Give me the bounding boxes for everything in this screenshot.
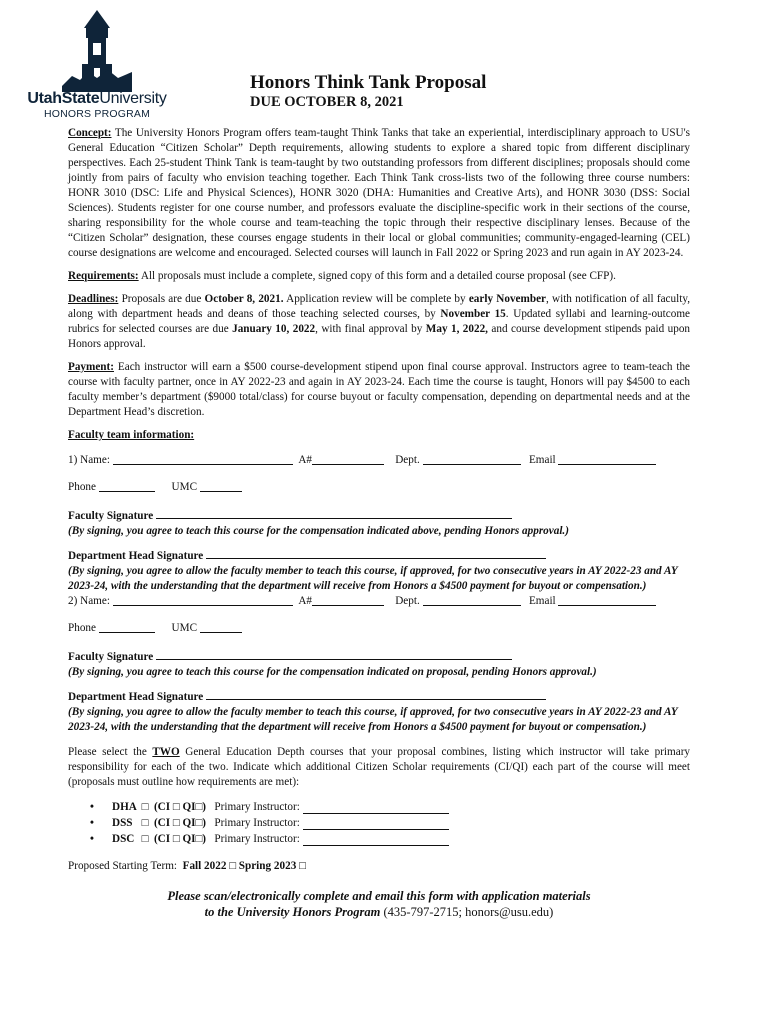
faculty-2-row: 2) Name: A# Dept. Email: [68, 594, 690, 609]
course-option-dha: • DHA □ (CI □ QI□) Primary Instructor:: [90, 800, 690, 815]
faculty-1-row: 1) Name: A# Dept. Email: [68, 453, 690, 468]
dsc-instructor-field[interactable]: [303, 834, 449, 846]
dept-head-1-signature-row: Department Head Signature: [68, 547, 690, 564]
faculty-2-dept-field[interactable]: [423, 594, 521, 606]
faculty-2-signature-field[interactable]: [156, 648, 512, 660]
faculty-1-signature-note: (By signing, you agree to teach this course for the compensation indicated above, pending Honors approval.): [68, 525, 569, 537]
closing-instructions: Please scan/electronically complete and email this form with application materials to the University Honors Program (435-797-2715; honors@usu.edu): [167, 889, 591, 919]
old-main-tower-icon: [62, 10, 132, 92]
deadlines-paragraph: Deadlines: Proposals are due October 8, 2021. Application review will be complete by early November, with notification of all faculty, along with department heads and deans of those teaching selected courses, by November 15. Updated syllabi and learning-outcome rubrics for selected courses are due January 10, 2022, with final approval by May 1, 2022, and course development stipends paid upon Honors approval.: [68, 293, 691, 350]
requirements-paragraph: Requirements: All proposals must include a complete, signed copy of this form and a detailed course proposal (see CFP).: [68, 270, 616, 282]
starting-term-options[interactable]: Fall 2022 □ Spring 2023 □: [182, 860, 306, 872]
faculty-2-signature-row: Faculty Signature: [68, 648, 690, 665]
payment-paragraph: Payment: Each instructor will earn a $500 course-development stipend upon final course approval. Instructors agree to team-teach the course with faculty partner, once in AY 2022-23 and again in AY 2023-24. Each time the course is taught, Honors will pay $4500 to each faculty member’s department ($9000 total/class) for course buyout or faculty compensation, depending on departmental needs and at the Department Head’s discretion.: [68, 361, 691, 418]
page-title: Honors Think Tank Proposal: [250, 72, 487, 93]
faculty-2-name-field[interactable]: [113, 594, 293, 606]
dha-checkbox[interactable]: □: [141, 801, 149, 813]
course-selection-list: [90, 800, 690, 847]
faculty-1-signature-field[interactable]: [156, 507, 512, 519]
faculty-2-phone-field[interactable]: [99, 621, 155, 633]
usu-honors-logo: [22, 10, 172, 120]
concept-paragraph: Concept: The University Honors Program offers team-taught Think Tanks that take an experiential, interdisciplinary approach to USU's General Education “Citizen Scholar” Depth requirements, allowing students to explore a shared topic from different disciplinary perspectives. Each 25-student Think Tank is team-taught by two outstanding professors from different disciplines; proposals should come jointly from pairs of faculty who envision teaching together. Each Think Tank cross-lists two of the following three course numbers: HONR 3010 (DSC: Life and Physical Sciences), HONR 3020 (DHA: Humanities and Creative Arts), and HONR 3030 (DSS: Social Sciences). Students register for one course number, and professors evaluate the discipline-specific work in their sections of the course, sharing responsibility for the whole course and team-teaching the topic through their respective disciplinary lenses. Because of the “Citizen Scholar” designation, these courses engage students in their local or global communities; community-engaged-learning (CEL) course designations are welcome and encouraged. Selected courses will launch in Fall 2022 or Spring 2023 and run again in AY 2023-24.: [68, 127, 690, 259]
dha-instructor-field[interactable]: [303, 802, 449, 814]
dept-head-1-signature-note: (By signing, you agree to allow the faculty member to teach this course, if approved, for two consecutive years in AY 2022-23 and AY 2023-24, with the understanding that the department will receive from Honors a $4500 payment for buyout or compensation.): [68, 565, 678, 592]
dss-checkbox[interactable]: □: [141, 817, 149, 829]
form-body: [68, 126, 690, 920]
due-date: DUE OCTOBER 8, 2021: [250, 94, 404, 110]
faculty-1-phone-field[interactable]: [99, 480, 155, 492]
faculty-1-email-field[interactable]: [558, 453, 656, 465]
dsc-ciqi-checkboxes[interactable]: (CI □ QI□): [153, 833, 207, 845]
faculty-1-umc-field[interactable]: [200, 480, 242, 492]
dept-head-2-signature-note: (By signing, you agree to allow the faculty member to teach this course, if approved, for two consecutive years in AY 2022-23 and AY 2023-24, with the understanding that the department will receive from Honors a $4500 payment for buyout or compensation.): [68, 706, 678, 733]
logo-subtitle: HONORS PROGRAM: [43, 108, 151, 120]
faculty-1-dept-field[interactable]: [423, 453, 521, 465]
faculty-2-a-number-field[interactable]: [312, 594, 384, 606]
starting-term-row: Proposed Starting Term: Fall 2022 □ Spring 2023 □: [68, 860, 306, 872]
course-selection-instructions: Please select the TWO General Education Depth courses that your proposal combines, listing which instructor will take primary responsibility for each of the two. Indicate which additional Citizen Scholar requirements (CI/QI) each part of the course will meet (proposals must outline how requirements are met):: [68, 746, 691, 788]
dept-head-2-signature-row: Department Head Signature: [68, 688, 690, 705]
dsc-checkbox[interactable]: □: [141, 833, 149, 845]
logo-wordmark: UtahStateUniversity: [27, 90, 167, 107]
faculty-2-email-field[interactable]: [558, 594, 656, 606]
faculty-heading: Faculty team information:: [68, 429, 195, 441]
faculty-2-umc-field[interactable]: [200, 621, 242, 633]
dept-head-1-signature-field[interactable]: [206, 547, 546, 559]
faculty-2-signature-note: (By signing, you agree to teach this course for the compensation indicated on proposal, pending Honors approval.): [68, 666, 597, 678]
dss-instructor-field[interactable]: [303, 818, 449, 830]
dept-head-2-signature-field[interactable]: [206, 688, 546, 700]
faculty-1-phone-row: Phone UMC: [68, 480, 690, 495]
faculty-2-phone-row: Phone UMC: [68, 621, 690, 636]
faculty-1-signature-row: Faculty Signature: [68, 507, 690, 524]
course-option-dss: • DSS □ (CI □ QI□) Primary Instructor:: [90, 816, 690, 831]
course-option-dsc: • DSC □ (CI □ QI□) Primary Instructor:: [90, 832, 690, 847]
dss-ciqi-checkboxes[interactable]: (CI □ QI□): [153, 817, 207, 829]
dha-ciqi-checkboxes[interactable]: (CI □ QI□): [153, 801, 207, 813]
faculty-1-name-field[interactable]: [113, 453, 293, 465]
faculty-1-a-number-field[interactable]: [312, 453, 384, 465]
